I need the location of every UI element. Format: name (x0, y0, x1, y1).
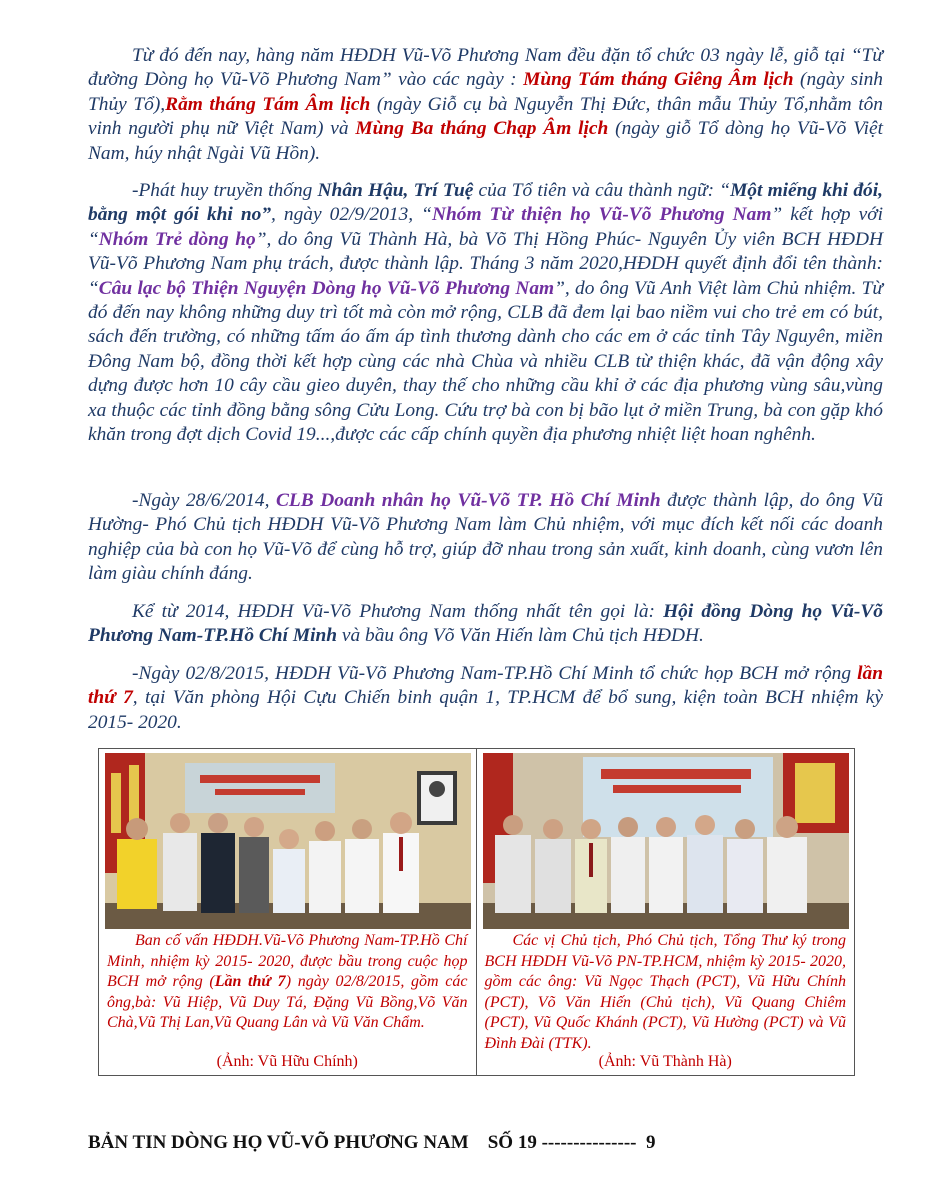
photo-table (98, 748, 855, 1076)
text-run: Từ đó đến nay, hàng năm HĐDH Vũ-Võ Phương Nam đều đặn tổ chức 03 ngày lễ, giỗ tại “Từ đường Dòng họ Vũ-Võ Phương Nam” vào các ngày : (88, 45, 883, 91)
text-run: ” kết hợp với “ (88, 204, 884, 250)
text-run: và bầu ông Võ Văn Hiến làm Chủ tịch HĐDH. (337, 625, 704, 647)
paragraph-council-name (88, 600, 883, 649)
text-run: ”, do ông Vũ Thành Hà, bà Võ Thị Hồng Phúc- Nguyên Ủy viên BCH HĐDH Vũ-Võ Phương Nam phụ trách, được thành lập. Tháng 3 năm 2020,HĐDH quyết định đổi tên thành: “ (88, 228, 883, 299)
footer-page-number: 9 (646, 1132, 656, 1153)
text-run: -Ngày 28/6/2014, (132, 490, 276, 511)
highlight-date: Mùng Ba tháng Chạp Âm lịch (355, 118, 609, 140)
text-run: Kể từ 2014, HĐDH Vũ-Võ Phương Nam thống nhất tên gọi là: (132, 601, 664, 622)
highlight-club-name: CLB Doanh nhân họ Vũ-Võ TP. Hồ Chí Minh (276, 490, 661, 511)
highlight-group-name: Nhóm Trẻ dòng họ (98, 228, 256, 250)
footer-title: BẢN TIN DÒNG HỌ VŨ-VÕ PHƯƠNG NAM (88, 1132, 469, 1153)
highlight-group-name: Nhóm Từ thiện họ Vũ-Võ Phương Nam (431, 204, 772, 226)
highlight-proverb: Một miếng khi đói, bằng một gói khi no” (88, 180, 883, 226)
text-run: , ngày 02/9/2013, “ (271, 204, 432, 226)
photo-leadership (483, 753, 849, 929)
text-run: của Tổ tiên và câu thành ngữ: “ (473, 180, 731, 201)
paragraph-charity-group (88, 179, 883, 447)
highlight-date: Rằm tháng Tám Âm lịch (165, 93, 371, 115)
footer-issue: SỐ 19 (487, 1132, 537, 1153)
text-run: (ngày giỗ Tổ dòng họ Vũ-Võ Việt Nam, húy nhật Ngài Vũ Hồn). (88, 118, 883, 164)
photo-caption-advisors (107, 931, 468, 1034)
page-footer (88, 1132, 656, 1154)
paragraph-meeting (88, 662, 883, 735)
text-run: -Phát huy truyền thống (132, 180, 318, 201)
paragraph-business-club (88, 489, 883, 587)
highlight-session: lần thứ 7 (88, 663, 883, 709)
paragraph-anniversaries (88, 44, 883, 166)
caption-text: Các vị Chủ tịch, Phó Chủ tịch, Tổng Thư ký trong BCH HĐDH Vũ-Võ PN-TP.HCM, nhiệm kỳ 2015- 2020, gồm các ông: Vũ Ngọc Thạch (PCT), Vũ Hữu Chính (PCT), Võ Văn Hiến (Chủ tịch), Vũ Quang Chiêm (PCT), Vũ Quốc Khánh (PCT), Vũ Hường (PCT) và Vũ Đình Đài (TTK). (484, 932, 846, 1052)
text-run: -Ngày 02/8/2015, HĐDH Vũ-Võ Phương Nam-TP.Hồ Chí Minh tổ chức họp BCH mở rộng (132, 663, 858, 684)
caption-text: ) ngày 02/8/2015, gồm các ông,bà: Vũ Hiệp, Vũ Duy Tá, Đặng Vũ Bồng,Võ Văn Chà,Vũ Thị Lan,Vũ Quang Lân và Vũ Văn Chẩm. (107, 973, 468, 1032)
photo-credit-advisors: (Ảnh: Vũ Hữu Chính) (216, 1053, 358, 1070)
highlight-council-name: Hội đồng Dòng họ Vũ-Võ Phương Nam-TP.Hồ Chí Minh (88, 601, 883, 647)
text-run: (ngày sinh Thủy Tổ), (88, 69, 883, 115)
footer-dashes: --------------- (541, 1132, 637, 1153)
photo-caption-leaders (485, 931, 847, 1055)
text-run: được thành lập, do ông Vũ Hường- Phó Chủ tịch HĐDH Vũ-Võ Phương Nam làm Chủ nhiệm, với mục đích kết nối các doanh nghiệp của bà con họ Vũ-Võ để cùng hỗ trợ, giúp đỡ nhau trong sản xuất, kinh doanh, cùng vươn lên làm giàu chính đáng. (88, 490, 884, 585)
highlight-date: Mùng Tám tháng Giêng Âm lịch (523, 69, 794, 91)
highlight-club-name: Câu lạc bộ Thiện Nguyện Dòng họ Vũ-Võ Phương Nam (98, 277, 555, 299)
photo-advisory-board (105, 753, 471, 929)
caption-highlight: Lần thứ 7 (214, 973, 286, 991)
text-run: ”, do ông Vũ Anh Việt làm Chủ nhiệm. Từ đó đến nay không những duy trì tốt mà còn mở rộng, CLB đã đem lại bao niềm vui cho trẻ em có bút, sách đến trường, có những tấm áo ấm áp tình thương dành cho các em ở các tỉnh Tây Nguyên, miền Đông Nam bộ, đồng thời kết hợp cùng các nhà Chùa và nhiều CLB từ thiện khác, đã vận động xây dựng được hơn 10 cây cầu gieo duyên, thay thế cho những cầu khỉ ở các địa phương vùng sâu,vùng xa thuộc các tỉnh đồng bằng sông Cửu Long. Cứu trợ bà con bị bão lụt ở miền Trung, bà con gặp khó khăn trong đợt dịch Covid 19...,được các cấp chính quyền địa phương nhiệt liệt hoan nghênh. (88, 277, 883, 446)
text-run: , tại Văn phòng Hội Cựu Chiến binh quận 1, TP.HCM để bổ sung, kiện toàn BCH nhiệm kỳ 2015- 2020. (88, 687, 883, 733)
photo-cell-leaders (477, 749, 855, 1075)
text-run: (ngày Giỗ cụ bà Nguyễn Thị Đức, thân mẫu Thủy Tổ,nhằm tôn vinh người phụ nữ Việt Nam) và (88, 93, 883, 140)
highlight-tradition: Nhân Hậu, Trí Tuệ (317, 180, 474, 201)
photo-cell-advisors (99, 749, 477, 1075)
caption-text: Ban cố vấn HĐDH.Vũ-Võ Phương Nam-TP.Hồ Chí Minh, nhiệm kỳ 2015- 2020, được bầu trong cuộc họp BCH mở rộng ( (107, 932, 468, 991)
photo-credit-leaders: (Ảnh: Vũ Thành Hà) (598, 1053, 732, 1070)
